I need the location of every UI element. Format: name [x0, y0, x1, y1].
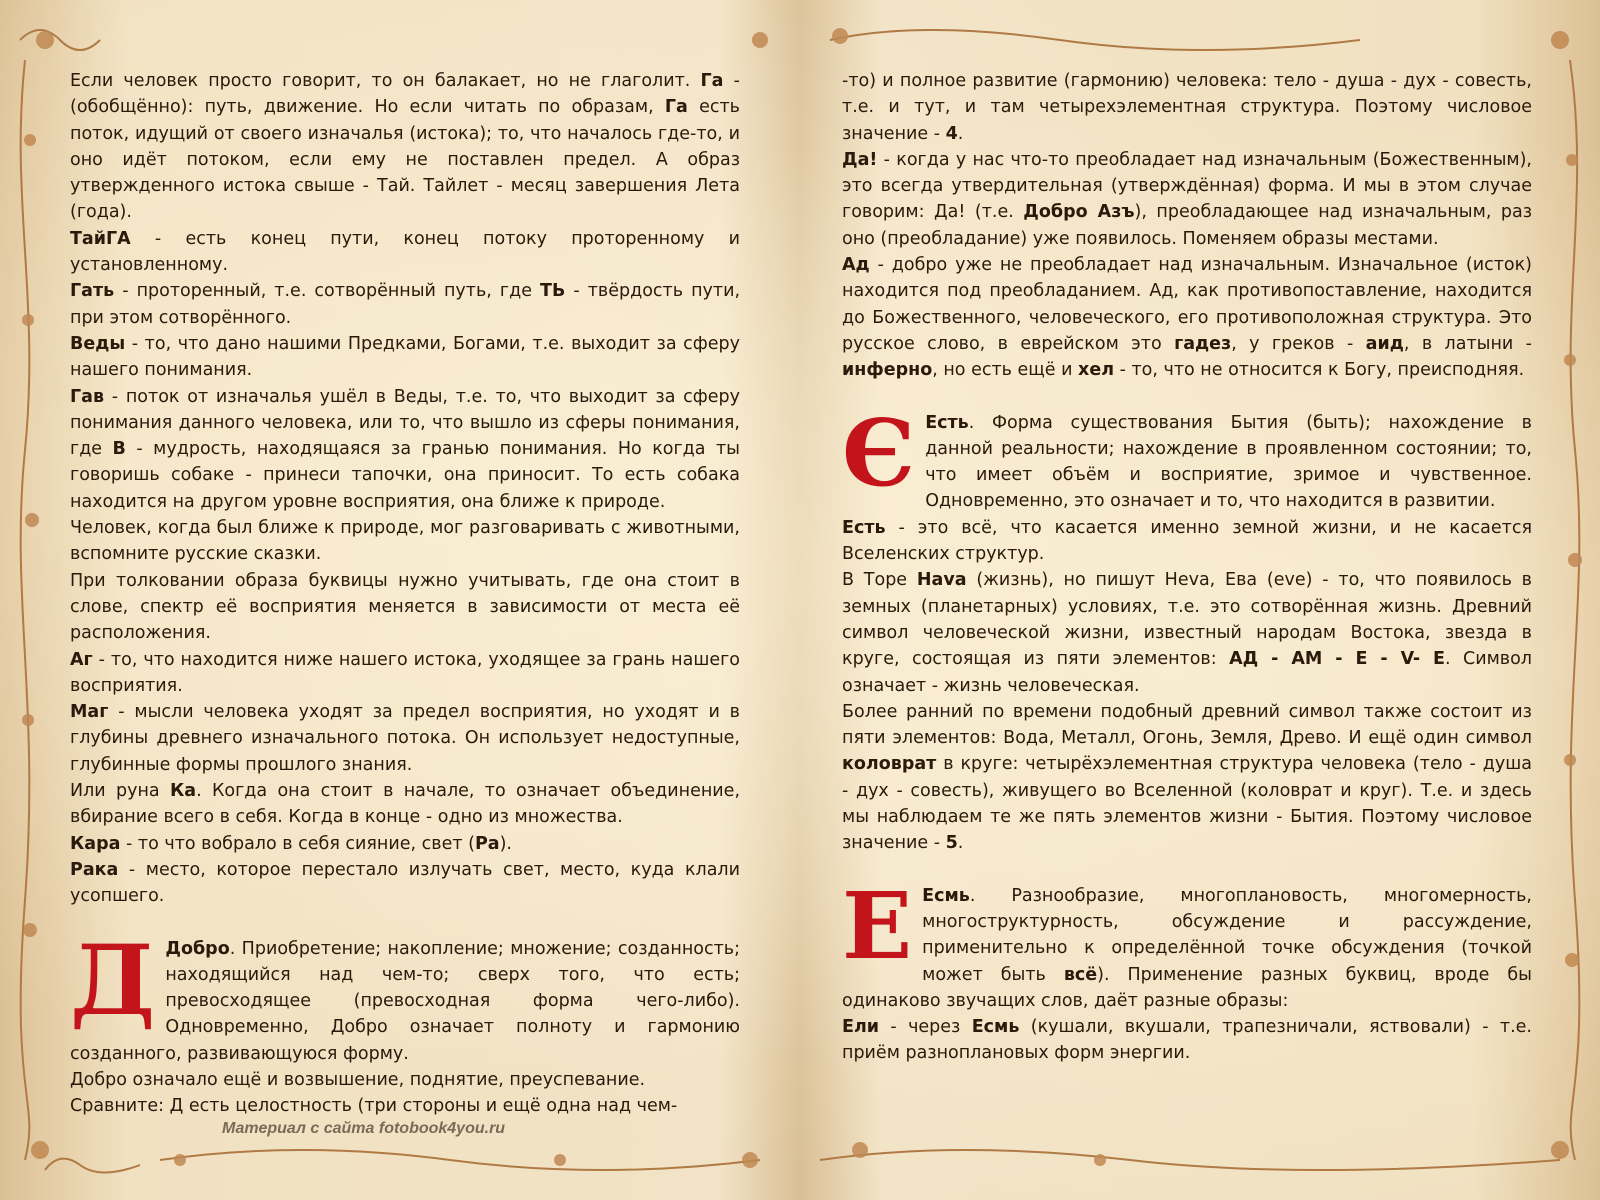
bold-term: инферно	[842, 360, 933, 381]
paragraph: Есть - это всё, что касается именно земной жизни, и не касается Вселенских структур.	[842, 517, 1532, 565]
paragraph: ТайГА - есть конец пути, конец потоку протоpенному и установленному.	[70, 228, 740, 276]
paragraph: Кара - то что вобрало в себя сияние, свет (Ра).	[70, 833, 512, 854]
paragraph: Есть. Форма существования Бытия (быть); нахождение в данной реальности; нахождение в проявленном состоянии; то, что имеет объём и восприятие, зримое и чувственное. Одновременно, это означает и то, что находится в развитии.	[925, 412, 1532, 512]
paragraph: Маг - мысли человека уходят за предел восприятия, но уходят и в глубины древнего изначального потока. Он использует недоступные, глубинные формы прошлого знания.	[70, 702, 740, 775]
paragraph: -то) и полное развитие (гармонию) человека: тело - душа - дух - совесть, т.е. и тут, и там четырехэлементная структура. Поэтому числовое значение - 4.	[842, 71, 1532, 144]
paragraph: Ели - через Есмь (кушали, вкушали, трапезничали, яствовали) - т.е. приём разноплановых форм энергии.	[842, 1017, 1532, 1064]
paragraph: Аг - то, что находится ниже нашего истока, уходящее за грань нашего восприятия.	[70, 649, 740, 696]
right-text-column	[842, 68, 1532, 1067]
paragraph: Гать - протоpенный, т.е. сотворённый путь, где ТЬ - твёрдость пути, при этом сотворённого.	[70, 281, 741, 328]
paragraph: Если человек просто говорит, то он балакает, но не глаголит. Га - (обобщённо): путь, движение. Но если читать по образам, Га есть поток, идущий от своего изначалья (истока); то, что началось где-то, и оно идёт потоком, если ему не поставлен предел. А образ утвержденного истока свыше - Тай. Тайлет - месяц завершения Лета (года).	[70, 71, 740, 223]
bold-term: Маг	[70, 702, 109, 723]
paragraph: Рака - место, которое перестало излучать свет, место, куда клали усопшего.	[70, 859, 740, 907]
bold-term: Есмь	[971, 1017, 1020, 1038]
site-watermark: Материал с сайта fotobook4you.ru	[222, 1120, 506, 1137]
left-paragraphs	[70, 68, 740, 910]
bold-term: Ра	[474, 833, 500, 854]
bold-term: 5	[945, 833, 958, 854]
paragraph: При толковании образа буквицы нужно учитывать, где она стоит в слове, спектр её восприятия меняется в зависимости от места её расположения.	[70, 570, 740, 644]
paragraph: Или руна Ка. Когда она стоит в начале, то означает объединение, вбирание всего в себя. Когда в конце - одно из множества.	[70, 781, 741, 828]
dobro-paragraphs	[70, 923, 740, 1120]
right-paragraphs	[842, 68, 1532, 384]
bold-term: Аг	[70, 649, 93, 670]
bold-term: хел	[1078, 360, 1115, 381]
paragraph: Сравните: Д есть целостность (три стороны и ещё одна над чем-	[70, 1096, 678, 1117]
bold-term: Кара	[70, 833, 121, 854]
left-text-column	[70, 68, 740, 1120]
right-page	[800, 0, 1600, 1200]
paragraph: Гав - поток от изначалья ушёл в Веды, т.е. то, что выходит за сферу понимания данного человека, или то, что вышло из сферы понимания, где В - мудрость, находящаяся за гранью понимания. Но когда ты говоришь собаке - принеси тапочки, она приносит. То есть собака находится на другом уровне восприятия, она ближе к природе.	[70, 386, 740, 512]
bold-term: Hava	[916, 570, 967, 591]
bold-term: 4	[945, 123, 958, 144]
bold-term: Гав	[70, 386, 105, 407]
drop-cap-esm: Е	[842, 871, 913, 980]
bold-term: Рака	[70, 859, 119, 880]
esm-paragraphs	[842, 871, 1532, 1067]
esm-section	[842, 871, 1532, 1067]
bold-term: коловрат	[842, 754, 937, 775]
bold-term: Есть	[842, 517, 886, 538]
bold-term: Есть	[925, 412, 969, 433]
drop-cap-dobro: Д	[70, 923, 156, 1037]
bold-term: Ад	[842, 255, 870, 276]
paragraph: Добро. Приобретение; накопление; множение; созданность; находящийся над чем-то; сверх того, что есть; превосходящее (превосходная форма чего-либо). Одновременно, Добро означает полноту и гармонию созданного, развивающуюся форму.	[70, 938, 740, 1064]
paragraph: Веды - то, что дано нашими Предками, Богами, т.е. выходит за сферу нашего понимания.	[70, 333, 740, 381]
bold-term: ТЬ	[540, 281, 566, 302]
bold-term: Га	[664, 97, 688, 118]
bold-term: аид	[1365, 333, 1404, 354]
est-section	[842, 398, 1532, 857]
bold-term: Веды	[70, 333, 126, 354]
paragraph: Добро означало ещё и возвышение, поднятие, преуспевание.	[70, 1069, 646, 1090]
bold-term: АД - АМ - Е - V- Е	[1229, 649, 1446, 670]
dobro-section	[70, 923, 740, 1120]
est-paragraphs	[842, 398, 1532, 857]
paragraph: Более ранний по времени подобный древний символ также состоит из пяти элементов: Вода, Металл, Огонь, Земля, Древо. И ещё один символ коловрат в круге: четырёхэлементная структура человека (тело - душа - дух - совесть), живущего во Вселенной (коловрат и круг). Т.е. и здесь мы наблюдаем те же пять элементов жизни - Бытия. Поэтому числовое значение - 5.	[842, 701, 1532, 854]
paragraph: Человек, когда был ближе к природе, мог разговаривать с животными, вспомните русские сказки.	[70, 518, 740, 565]
drop-cap-est: Є	[842, 398, 916, 507]
paragraph: Да! - когда у нас что-то преобладает над изначальным (Божественным), это всегда утвердительная (утверждённая) форма. И мы в этом случае говорим: Да! (т.е. Добро Азъ), преобладающее над изначальным, раз оно (преобладание) уже появилось. Поменяем образы местами.	[842, 149, 1532, 249]
bold-term: Ка	[169, 781, 197, 802]
bold-term: гадез	[1174, 333, 1232, 354]
paragraph: Ад - добро уже не преобладает над изначальным. Изначальное (исток) находится под преобладанием. Ад, как противопоставление, находится до Божественного, человеческого, его противоположная структура. Это русское слово, в еврейском это гадез, у греков - аид, в латыни - инферно, но есть ещё и хел - то, что не относится к Богу, преисподняя.	[842, 255, 1532, 381]
bold-term: Гать	[70, 281, 115, 302]
bold-term: Есмь	[922, 885, 970, 906]
bold-term: Да!	[842, 149, 878, 170]
bold-term: Га	[700, 71, 724, 91]
bold-term: Ели	[842, 1017, 880, 1038]
paragraph: В Торе Hava (жизнь), но пишут Heva, Ева (eve) - то, что появилось в земных (планетарных) условиях, т.е. это сотворённая жизнь. Древний символ человеческой жизни, известный народам Востока, звезда в круге, состоящая из пяти элементов: АД - АМ - Е - V- Е. Символ означает - жизнь человеческая.	[842, 570, 1532, 696]
bold-term: В	[112, 439, 126, 460]
paragraph: Есмь. Разнообразие, многоплановость, многомерность, многоструктурность, обсуждение и рассуждение, применительно к определённой точке обсуждения (точкой может быть всё). Применение разных буквиц, вроде бы одинаково звучащих слов, даёт разные образы:	[842, 885, 1532, 1011]
bold-term: Добро Азъ	[1023, 202, 1135, 223]
bold-term: Добро	[165, 938, 230, 959]
bold-term: всё	[1063, 964, 1098, 985]
bold-term: ТайГА	[70, 228, 131, 249]
